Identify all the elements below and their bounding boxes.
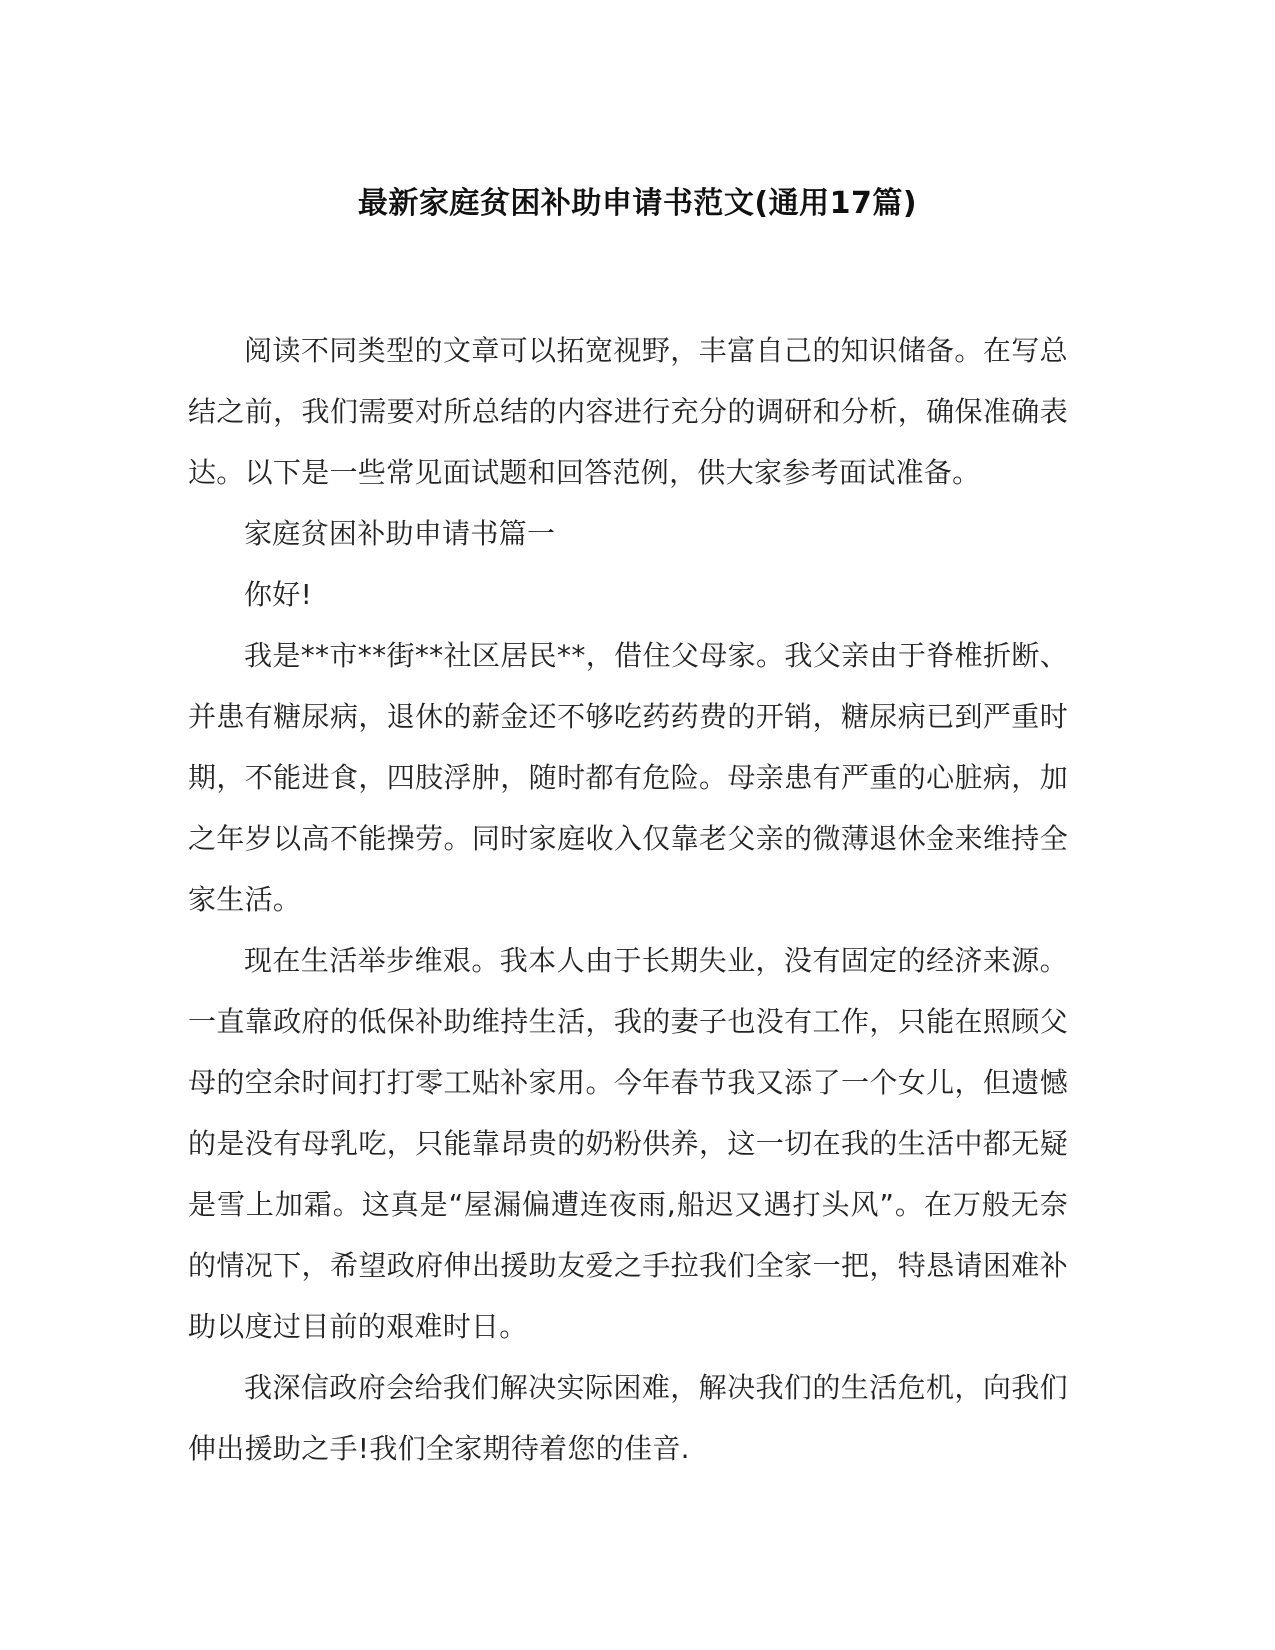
greeting: 你好!	[244, 578, 313, 611]
section-heading: 家庭贫困补助申请书篇一	[244, 517, 556, 550]
body-paragraph: 我是**市**街**社区居民**，借住父母家。我父亲由于脊椎折断、并患有糖尿病，退休的薪金还不够吃药药费的开销，糖尿病已到严重时期，不能进食，四肢浮肿，随时都有危险。母亲患有严重的心脏病，加之年岁以高不能操劳。同时家庭收入仅靠老父亲的微薄退休金来维持全家生活。	[188, 639, 1068, 916]
document-body	[188, 320, 1068, 1479]
body-paragraph: 现在生活举步维艰。我本人由于长期失业，没有固定的经济来源。一直靠政府的低保补助维持生活，我的妻子也没有工作，只能在照顾父母的空余时间打打零工贴补家用。今年春节我又添了一个女儿，但遗憾的是没有母乳吃，只能靠昂贵的奶粉供养，这一切在我的生活中都无疑是雪上加霜。这真是“屋漏偏遭连夜雨,船迟又遇打头风”。在万般无奈的情况下，希望政府伸出援助友爱之手拉我们全家一把，特恳请困难补助以度过目前的艰难时日。	[188, 944, 1068, 1343]
body-paragraph: 我深信政府会给我们解决实际困难，解决我们的生活危机，向我们伸出援助之手!我们全家期待着您的佳音.	[188, 1371, 1068, 1465]
document-title: 最新家庭贫困补助申请书范文(通用17篇)	[357, 186, 918, 221]
intro-paragraph: 阅读不同类型的文章可以拓宽视野，丰富自己的知识储备。在写总结之前，我们需要对所总结的内容进行充分的调研和分析，确保准确表达。以下是一些常见面试题和回答范例，供大家参考面试准备。	[188, 334, 1068, 489]
